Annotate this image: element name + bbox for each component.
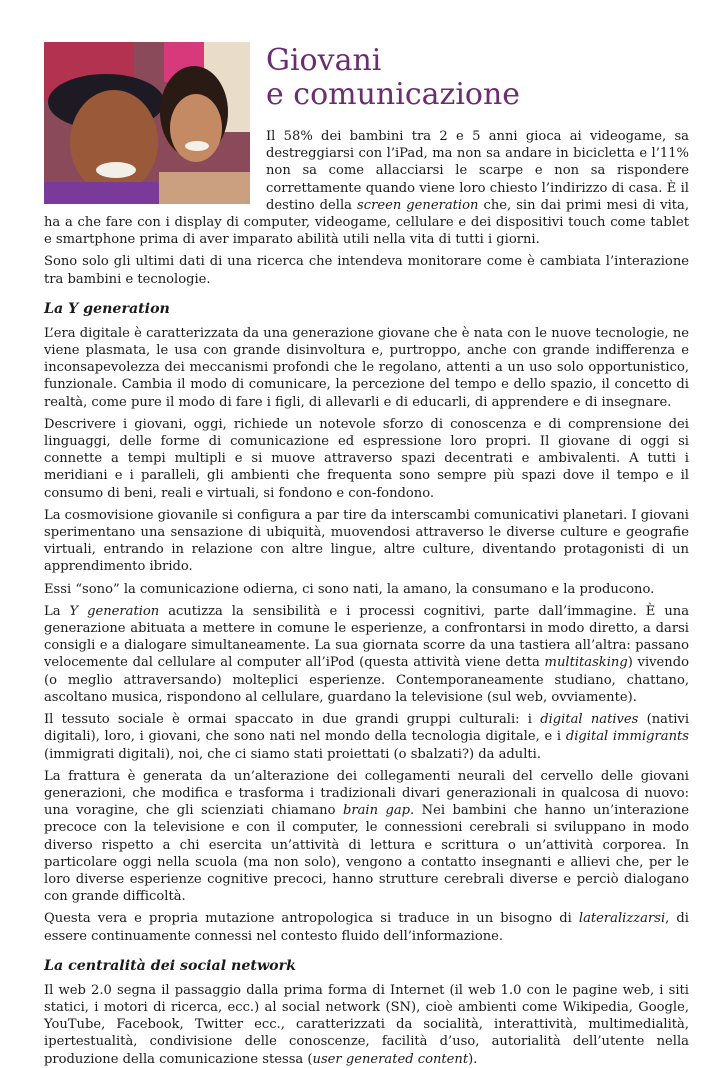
emphasis-screen-generation: screen generation <box>357 197 479 213</box>
text-run: Questa vera e propria mutazione antropologica si traduce in un bisogno di <box>44 911 579 927</box>
section1-paragraph-7 <box>44 768 689 906</box>
section1-paragraph-3: La cosmovisione giovanile si configura a par tire da interscambi comunicativi planetari. I giovani sperimentano una sensazione di ubiquità, muovendosi attraverso le diverse culture e geografie virtuali, entrando in relazione con altre lingue, altre culture, diventando protagonisti di un apprendimento ibrido. <box>44 507 689 575</box>
intro-paragraph-2: Sono solo gli ultimi dati di una ricerca che intendeva monitorare come è cambiata l’interazione tra bambini e tecnologie. <box>44 254 689 287</box>
text-run: (immigrati digitali), noi, che ci siamo stati proiettati (o sbalzati?) da adulti. <box>44 746 542 762</box>
section-heading-social-network: La centralità dei social network <box>44 957 296 974</box>
text-run: La frattura è generata da un’alterazione dei collegamenti neurali del cervello delle giovani generazioni, che modifica e trasforma i tradizionali divari generazionali in qualcosa di nuovo: una voragine, che gli scienziati chiamano <box>44 768 689 819</box>
section1-paragraph-2: Descrivere i giovani, oggi, richiede un notevole sforzo di conoscenza e di comprensione dei linguaggi, delle forme di comunicazione ed espressione loro propri. Il giovane di oggi si connette a tempi multipli e si muove attraverso spazi decentrati e ambivalenti. A tutti i meridiani e i paralleli, gli ambienti che frequenta sono sempre più spazi dove il tempo e il consumo di beni, reali e virtuali, si fondono e con-fondono. <box>44 416 689 501</box>
emphasis-brain-gap: brain gap <box>342 803 411 819</box>
title-line-2: e comunicazione <box>266 77 521 112</box>
text-run: ). <box>468 1051 478 1067</box>
photo-two-young-people <box>44 42 250 204</box>
text-run: acutizza la sensibilità e i processi cognitivi, parte dall’immagine. È una generazione abituata a mettere in comune le esperienze, a confrontarsi in modo diretto, a darsi consigli e a dialogare simultaneamente. La sua giornata scorre da una tastiera all’altra: passano velocemente dal cellulare al computer all’iPod (questa attività viene detta <box>44 603 690 671</box>
emphasis-multitasking: multitasking <box>544 655 628 671</box>
section1-paragraph-4: Essi “sono” la comunicazione odierna, ci sono nati, la amano, la consumano e la producono. <box>44 581 655 597</box>
emphasis-user-generated-content: user generated content <box>312 1051 469 1067</box>
section1-paragraph-1: L’era digitale è caratterizzata da una generazione giovane che è nata con le nuove tecnologie, ne viene plasmata, le usa con grande disinvoltura e, purtroppo, anche con grande indifferenza e inconsapevolezza dei meccanismi profondi che le regolano, attenti a un uso solo opportunistico, funzionale. Cambia il modo di comunicare, la percezione del tempo e dello spazio, il concetto di realtà, come pure il modo di fare i figli, di allevarli e di educarli, di apprendere e di insegnare. <box>44 325 689 410</box>
section1-paragraph-6 <box>44 711 689 763</box>
text-run: . Nei bambini che hanno un’interazione precoce con la televisione e con il computer, le connessioni cerebrali si sviluppano in modo diverso rispetto a chi esercita un’attività di lettura e scrittura o un’attività corporea. In particolare oggi nella scuola (ma non solo), vengono a contatto insegnanti e allievi che, per le loro diverse esperienze cognitive precoci, hanno strutture cerebrali diverse e perciò dialogano con grande difficoltà. <box>44 803 689 905</box>
article-photo <box>44 42 250 204</box>
section-heading-y-generation: La Y generation <box>44 300 170 317</box>
section2-paragraph-1 <box>44 982 689 1068</box>
emphasis-digital-immigrants: digital immigrants <box>565 729 689 745</box>
emphasis-digital-natives: digital natives <box>540 712 639 728</box>
text-run: (nativi digitali), loro, i giovani, che sono nati nel mondo della tecnologia digitale, e i <box>44 712 690 745</box>
section1-paragraph-5 <box>44 603 689 706</box>
emphasis-y-generation: Y generation <box>69 603 160 619</box>
text-run: Il tessuto sociale è ormai spaccato in due grandi gruppi culturali: i <box>44 712 541 728</box>
title-line-1: Giovani <box>266 43 382 78</box>
text-run: Il 58% dei bambini tra 2 e 5 anni gioca ai videogame, sa destreggiarsi con l’iPad, ma non sa andare in bicicletta e l’11% non sa come allacciarsi le scarpe e non sa rispondere correttamente quando viene loro chiesto l’indirizzo di casa. È il destino della <box>266 129 689 213</box>
section1-paragraph-8 <box>44 910 689 944</box>
text-run: che, sin dai primi mesi di vita, ha a che fare con i display di computer, videogame, cellulare e dei dispositivi touch come tablet e smartphone prima di aver imparato abilità utili nella vita di tutti i giorni. <box>44 197 689 248</box>
text-run: , di essere continuamente connessi nel contesto fluido dell’informazione. <box>44 911 689 944</box>
emphasis-lateralizzarsi: lateralizzarsi <box>578 911 666 927</box>
text-run: ) vivendo (o meglio attraversando) molteplici esperienze. Contemporaneamente studiano, chattano, ascoltano musica, rispondono al cellulare, guardano la televisione (sul web, ovviamente). <box>44 655 689 705</box>
text-run: La <box>44 603 70 619</box>
text-run: Il web 2.0 segna il passaggio dalla prima forma di Internet (il web 1.0 con le pagine web, i siti statici, i motori di ricerca, ecc.) al social network (SN), cioè ambienti come Wikipedia, Google, YouTube, Facebook, Twitter ecc., caratterizzati da socialità, interattività, multimedialità, ipertestualità, condivisione delle conoscenze, facilità d’uso, autorialità dell’utente nella produzione della comunicazione stessa ( <box>44 982 689 1067</box>
